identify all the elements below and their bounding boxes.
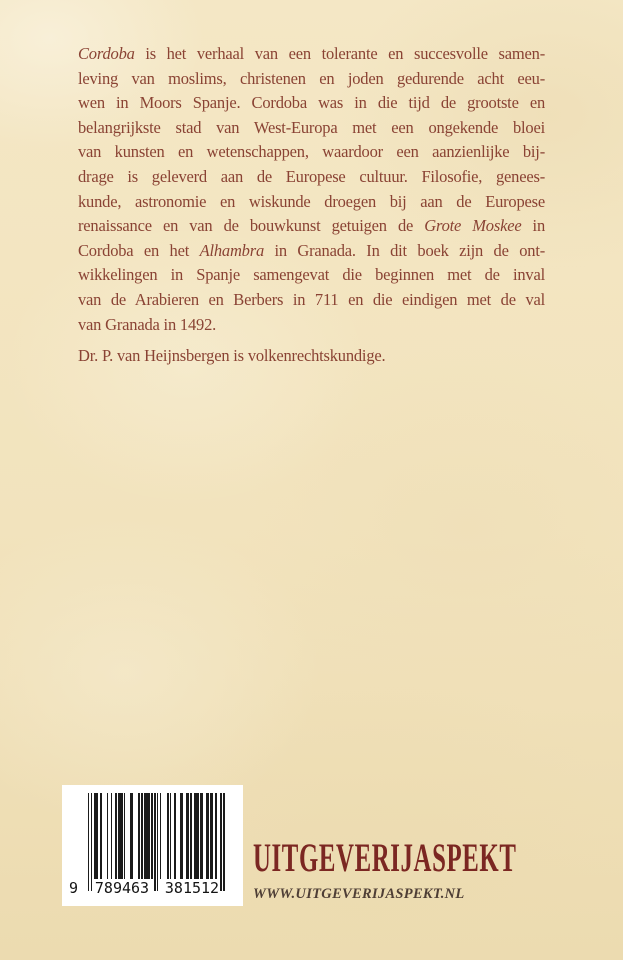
blurb-line: Cordoba en het Alhambra in Granada. In dit boek zijn de ont- (78, 240, 545, 260)
blurb-line: van Granada in 1492. (78, 314, 217, 334)
blurb-line: van kunsten en wetenschappen, waardoor een aanzienlijke bij- (78, 142, 545, 162)
blurb-line: belangrijkste stad van West-Europa met een ongekende bloei (78, 117, 545, 137)
barcode-digits-left-group: 789463 (94, 879, 150, 897)
publisher-word-aspekt: ASPEKT (413, 835, 517, 880)
author-note: Dr. P. van Heijnsbergen is volkenrechtskundige. (78, 346, 386, 365)
blurb-line: leving van moslims, christenen en joden gedurende acht eeu- (78, 68, 545, 88)
publisher-logo (253, 835, 517, 880)
barcode-digit-lead: 9 (69, 879, 79, 897)
publisher-website: WWW.UITGEVERIJASPEKT.NL (253, 886, 465, 902)
isbn-barcode-inner (69, 793, 226, 899)
isbn-barcode (62, 785, 243, 906)
blurb-line: kunde, astronomie en wiskunde droegen bij aan de Europese (78, 191, 545, 211)
barcode-bars (88, 793, 226, 893)
publisher-word-uitgeverij: UITGEVERIJ (253, 835, 414, 880)
blurb-line: drage is geleverd aan de Europese cultuur. Filosofie, genees- (78, 166, 545, 186)
blurb-line: Cordoba is het verhaal van een tolerante en succesvolle samen- (78, 44, 545, 63)
blurb (78, 42, 545, 337)
blurb-line: van de Arabieren en Berbers in 711 en die eindigen met de val (78, 289, 545, 309)
barcode-digits-right-group: 381512 (164, 879, 220, 897)
blurb-line: wen in Moors Spanje. Cordoba was in die tijd de grootste en (78, 93, 545, 113)
blurb-line: renaissance en van de bouwkunst getuigen de Grote Moskee in (78, 216, 545, 236)
blurb-line: wikkelingen in Spanje samengevat die beginnen met de inval (78, 265, 545, 285)
